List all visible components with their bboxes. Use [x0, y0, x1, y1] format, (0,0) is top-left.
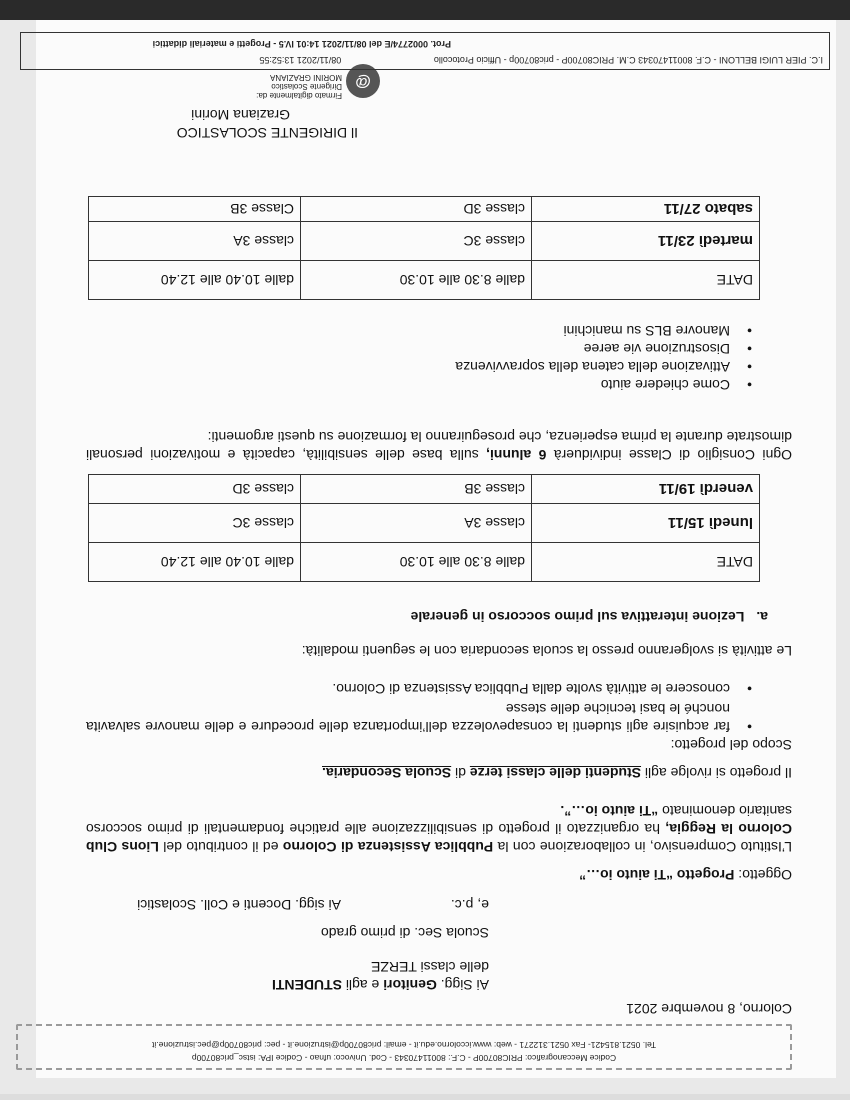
table-cell-day: sabato 27/11 — [532, 197, 760, 222]
modalities-line: Le attività si svolgeranno presso la scuola secondaria con le seguenti modalità: — [301, 643, 792, 659]
table-header-cell: dalle 10.40 alle 12.40 — [89, 261, 301, 300]
table-cell: classe 3A — [89, 222, 301, 261]
letterhead-line-1: Codice Meccanografico: PRIC80700P - C.F.: 80011470343 - Cod. Univoco: ufnao - Codice IPA: istsc_pric80700p — [191, 1053, 617, 1063]
digital-signature-note — [256, 73, 342, 100]
signature-name: Graziana Morini — [191, 107, 290, 123]
subject-line — [579, 866, 792, 884]
table-cell: classe 3C — [89, 504, 301, 543]
table-row — [89, 197, 760, 222]
table-header-cell: dalle 8.30 alle 10.30 — [301, 261, 532, 300]
table-row — [89, 222, 760, 261]
intro-sponsor: Lions Club Colorno la Reggia, — [85, 821, 792, 855]
project-name: “Ti aiuto io…”. — [560, 803, 659, 819]
scope-label: Scopo del progetto: — [670, 737, 792, 753]
table-row — [89, 475, 760, 504]
section-a-heading — [411, 608, 768, 626]
topic-item: • Come chiedere aiuto — [601, 376, 730, 394]
table-header-cell: dalle 10.40 alle 12.40 — [89, 543, 301, 582]
table-header-cell: dalle 8.30 alle 10.30 — [301, 543, 532, 582]
cc-label: e, p.c. — [450, 897, 489, 913]
table-cell: classe 3D — [89, 475, 301, 504]
recipient-parents: Genitori — [383, 977, 437, 993]
intro-text-3: ha organizzato il progetto di sensibilizzazione alle pratiche fondamentali di primo soccorso sanitario denominato — [86, 803, 792, 837]
digital-line-2: Dirigente Scolastico — [271, 82, 342, 91]
letterhead-line-2: Tel. 0521.815421- Fax 0521.312271 - web: www.iccolorno.edu.it - email: pric80700p@istruzione.it - pec: pric80700p@pec.istruzione.it — [152, 1040, 656, 1050]
council-text-2: sulla base delle sensibilità, capacità e motivazioni personali dimostrate durante la prima esperienza, che proseguiranno la formazione su questi argomenti: — [85, 429, 792, 463]
intro-text-1: L’Istituto Comprensivo, in collaborazione con la — [493, 839, 792, 855]
subject-value: Progetto “Ti aiuto io…” — [579, 867, 735, 883]
table-cell: Classe 3B — [89, 197, 301, 222]
protocol-box — [20, 32, 830, 70]
section-a-letter: a. — [756, 609, 768, 625]
table-header-row — [89, 261, 760, 300]
digital-signature-seal: @ — [346, 64, 380, 98]
table-cell: classe 3C — [301, 222, 532, 261]
council-count: 6 alunni, — [486, 447, 547, 463]
table-cell: classe 3B — [301, 475, 532, 504]
schedule-table-2 — [88, 196, 760, 300]
schedule-table-1 — [88, 474, 760, 582]
table-cell: classe 3A — [301, 504, 532, 543]
protocol-line-2: Prot. 0002774/E del 08/11/2021 14:01 IV.5 - Progetti e materiali didattici — [152, 39, 451, 49]
protocol-line-1 — [259, 55, 823, 65]
recipient-mid: e agli — [341, 977, 384, 993]
council-text-1: Ogni Consiglio di Classe individuerà — [546, 447, 792, 463]
signature-role: Il DIRIGENTE SCOLASTICO — [176, 125, 358, 141]
protocol-timestamp: 08/11/2021 13:52:55 — [259, 55, 342, 65]
target-school: Scuola Secondaria. — [322, 765, 452, 781]
council-paragraph — [86, 428, 792, 464]
target-line — [322, 764, 792, 782]
scan-edge-dark — [0, 0, 850, 20]
digital-line-1: Firmato digitalmente da: — [256, 91, 342, 100]
recipient-prefix: Ai Sigg. — [436, 977, 489, 993]
protocol-text-1: I.C. PIER LUIGI BELLONI - C.F. 80011470343 C.M. PRIC80700P - pric80700p - Ufficio Protocollo — [433, 55, 823, 65]
table-header-cell: DATE — [532, 543, 760, 582]
recipient-line-2: delle classi TERZE — [370, 959, 489, 975]
table-cell-day: lunedì 15/11 — [532, 504, 760, 543]
scope-item-2: • conoscere le attività svolte dalla Pubblica Assistenza di Colorno. — [86, 680, 730, 698]
target-students: Studenti delle classi terze — [469, 765, 642, 781]
target-text-1: Il progetto si rivolge agli — [641, 765, 792, 781]
table-header-cell: DATE — [532, 261, 760, 300]
topic-item: • Disostruzione vie aeree — [584, 340, 730, 358]
table-row — [89, 504, 760, 543]
table-cell-day: venerdì 19/11 — [532, 475, 760, 504]
recipient-students: STUDENTI — [271, 977, 342, 993]
table-header-row — [89, 543, 760, 582]
topic-item: • Manovre BLS su manichini — [563, 322, 730, 340]
letterhead — [16, 1024, 792, 1070]
target-text-2: di — [451, 765, 470, 781]
intro-text-2: ed il contributo del — [158, 839, 283, 855]
table-cell: classe 3D — [301, 197, 532, 222]
digital-line-3: MORINI GRAZIANA — [269, 73, 342, 82]
recipient-line-3: Scuola Sec. di primo grado — [320, 925, 489, 941]
cc-recipients: Ai sigg. Docenti e Coll. Scolastici — [137, 897, 341, 913]
subject-label: Oggetto: — [734, 867, 792, 883]
scope-item-1: • far acquisire agli studenti la consapevolezza dell’importanza delle procedure e delle manovre salvavita nonché le basi tecniche delle stesse — [86, 700, 730, 736]
scan-edge — [0, 1094, 850, 1100]
date-line: Colorno, 8 novembre 2021 — [626, 1001, 792, 1017]
intro-org: Pubblica Assistenza di Colorno — [282, 839, 494, 855]
section-a-title: Lezione interattiva sul primo soccorso in generale — [410, 609, 745, 625]
recipient-line-1 — [272, 976, 489, 994]
table-cell-day: martedì 23/11 — [532, 222, 760, 261]
intro-paragraph — [86, 802, 792, 856]
topic-item: • Attivazione della catena della sopravvivenza — [455, 358, 730, 376]
